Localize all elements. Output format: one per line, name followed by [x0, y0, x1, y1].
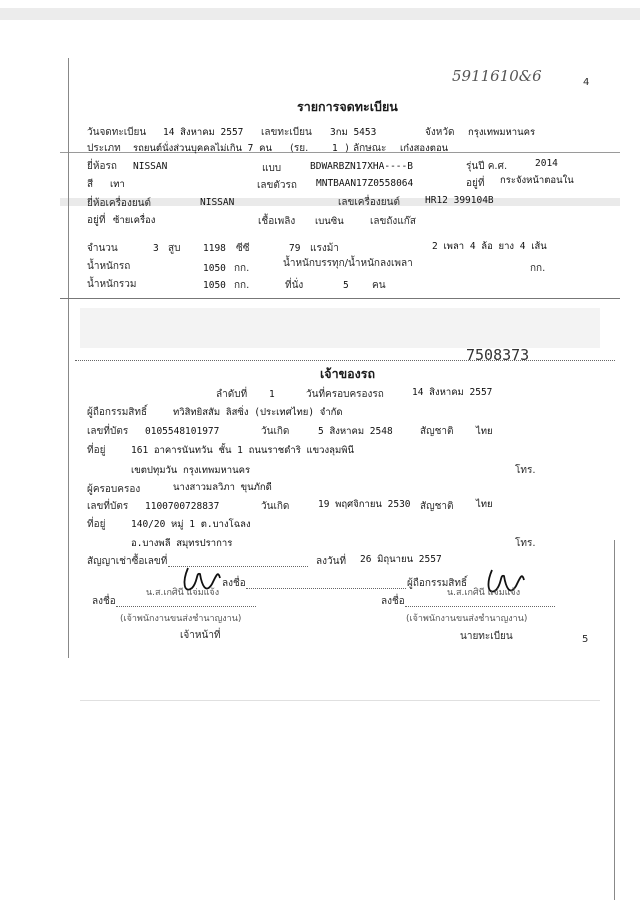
weight: 1050 [203, 263, 226, 274]
faint-line [80, 700, 600, 701]
brand: NISSAN [133, 161, 168, 172]
holder-birth: 19 พฤศจิกายน 2530 [318, 499, 411, 510]
holder-address-1: 140/20 หมู่ 1 ต.บางโฉลง [131, 519, 251, 530]
left-sign-dots [116, 606, 256, 607]
gross-weight-unit: กก. [234, 280, 250, 291]
load-label: น้ำหนักบรรทุก/น้ำหนักลงเพลา [283, 258, 413, 269]
birth-label: วันเกิด [261, 426, 290, 437]
officer-position: (เจ้าพนักงานขนส่งชำนาญงาน) [120, 614, 242, 624]
gas-tank-label: เลขถังแก๊ส [370, 216, 416, 227]
owner-name: ทวิสิทยิสสัม ลิสซิ่ง (ประเทศไทย) จำกัด [173, 407, 343, 418]
seq: 1 [269, 389, 275, 400]
contract-label: สัญญาเช่าซื้อเลขที่ [87, 556, 168, 567]
chassis-no: MNTBAAN17Z0558064 [316, 178, 414, 189]
officer-title: เจ้าหน้าที่ [180, 630, 221, 641]
year-label: รุ่นปี ค.ศ. [466, 161, 508, 172]
count-label: จำนวน [87, 243, 118, 254]
weight-label: น้ำหนักรถ [87, 261, 131, 272]
registrar-title: นายทะเบียน [460, 631, 513, 642]
rs-label: (รย. [290, 143, 309, 154]
model-label: แบบ [262, 163, 282, 174]
edge-line [614, 540, 615, 900]
horsepower: 79 [289, 243, 301, 254]
owner-date: 14 สิงหาคม 2557 [412, 387, 493, 398]
registrar-position: (เจ้าพนักงานขนส่งชำนาญงาน) [406, 614, 528, 624]
signature-right-top [482, 566, 542, 606]
owner-label: ผู้ถือกรรมสิทธิ์ [87, 407, 148, 418]
style-label: ลักษณะ [353, 143, 387, 154]
contract-date: 26 มิถุนายน 2557 [360, 554, 442, 565]
seat-unit: คน [372, 280, 386, 291]
model: BDWARBZN17XHA----B [310, 161, 413, 172]
addr2-label: ที่อยู่ [87, 519, 106, 530]
location1-label: อยู่ที่ [466, 178, 485, 189]
fold-smudge [80, 308, 600, 348]
birth2-label: วันเกิด [261, 501, 290, 512]
engine-brand-label: ยี่ห้อเครื่องยนต์ [87, 198, 152, 209]
cylinder-count: 3 [153, 243, 159, 254]
holder-nationality: ไทย [476, 499, 493, 510]
chassis-label: เลขตัวรถ [257, 180, 297, 191]
color: เทา [110, 179, 125, 190]
seq-label: ลำดับที่ [216, 389, 248, 400]
engine-brand: NISSAN [200, 197, 235, 208]
vehicle-type: รถยนต์นั่งส่วนบุคคลไม่เกิน 7 คน [133, 143, 272, 154]
type-label: ประเภท [87, 143, 121, 154]
model-year: 2014 [535, 158, 558, 169]
seats: 5 [343, 280, 349, 291]
province-label: จังหวัด [425, 127, 455, 138]
reg-no-label: เลขทะเบียน [261, 127, 312, 138]
owner-date-label: วันที่ครอบครองรถ [306, 389, 384, 400]
body-style: เก๋งสองตอน [400, 143, 449, 154]
color-label: สี [87, 179, 94, 190]
cylinder-label: สูบ [168, 243, 181, 254]
scan-smudge [0, 8, 640, 20]
holder-address-2: อ.บางพลี สมุทรปราการ [131, 538, 233, 549]
id2-label: เลขที่บัตร [87, 501, 129, 512]
cc-label: ซีซี [236, 243, 250, 254]
axles: 2 เพลา 4 ล้อ ยาง 4 เส้น [432, 241, 547, 252]
owner-birth: 5 สิงหาคม 2548 [318, 426, 393, 437]
holder-name: นางสาวมลวิภา ขุนภักดี [173, 482, 272, 493]
stamp-number: 7508373 [466, 346, 530, 364]
right-sign-label: ลงชื่อ [381, 596, 405, 607]
fuel: เบนซิน [315, 216, 344, 227]
sign-dots [246, 588, 406, 589]
engine-no-label: เลขเครื่องยนต์ [338, 197, 400, 208]
load-unit: กก. [530, 263, 546, 274]
contract-date-label: ลงวันที่ [316, 556, 347, 567]
id-label: เลขที่บัตร [87, 426, 129, 437]
gross-weight-label: น้ำหนักรวม [87, 279, 137, 290]
owner-address-2: เขตปทุมวัน กรุงเทพมหานคร [131, 465, 251, 476]
cc: 1198 [203, 243, 226, 254]
seat-label: ที่นั่ง [285, 280, 304, 291]
left-border [68, 58, 69, 658]
gross-weight: 1050 [203, 280, 226, 291]
engine-location: ซ้ายเครื่อง [113, 215, 156, 226]
holder-label: ผู้ครอบครอง [87, 484, 141, 495]
reg-date: 14 สิงหาคม 2557 [163, 127, 244, 138]
registrar-name: น.ส.เกศินี แจ่มแจ้ง [447, 588, 521, 598]
stamp-dotted-line [75, 360, 615, 361]
rs-code: 1 [332, 143, 338, 154]
section-divider [60, 298, 620, 299]
sign-label: ลงชื่อ [222, 578, 246, 589]
nationality-label: สัญชาติ [420, 426, 454, 437]
owner-id: 0105548101977 [145, 426, 220, 437]
page-number-mid: 5 [582, 634, 589, 645]
weight-unit: กก. [234, 263, 250, 274]
page-title: รายการจดทะเบียน [297, 99, 398, 114]
nationality2-label: สัญชาติ [420, 501, 454, 512]
chassis-location: กระจังหน้าตอนใน [500, 175, 574, 186]
right-sign-dots [405, 606, 555, 607]
location2-label: อยู่ที่ [87, 215, 106, 226]
owner-title: เจ้าของรถ [320, 366, 376, 381]
owner-address-1: 161 อาคารนันทวัน ชั้น 1 ถนนราชดำริ แขวงลุมพินี [131, 445, 354, 456]
province: กรุงเทพมหานคร [468, 127, 536, 138]
holder-id: 1100700728837 [145, 501, 220, 512]
tel2-label: โทร. [515, 538, 536, 549]
owner-sign-label: ผู้ถือกรรมสิทธิ์ [407, 578, 468, 589]
fuel-label: เชื้อเพลิง [258, 216, 296, 227]
brand-label: ยี่ห้อรถ [87, 161, 117, 172]
page-number-top: 4 [583, 77, 590, 88]
handwritten-number: 5911610&6 [452, 67, 542, 85]
reg-date-label: วันจดทะเบียน [87, 127, 147, 138]
engine-no: HR12 399104B [425, 195, 494, 206]
reg-no: 3กม 5453 [330, 127, 377, 138]
owner-nationality: ไทย [476, 426, 493, 437]
left-sign-label: ลงชื่อ [92, 596, 116, 607]
addr-label: ที่อยู่ [87, 445, 106, 456]
rs-close: ) [345, 143, 349, 154]
horsepower-label: แรงม้า [310, 243, 339, 254]
tel-label: โทร. [515, 465, 536, 476]
officer-name: น.ส.เกศินี แจ่มแจ้ง [146, 588, 220, 598]
